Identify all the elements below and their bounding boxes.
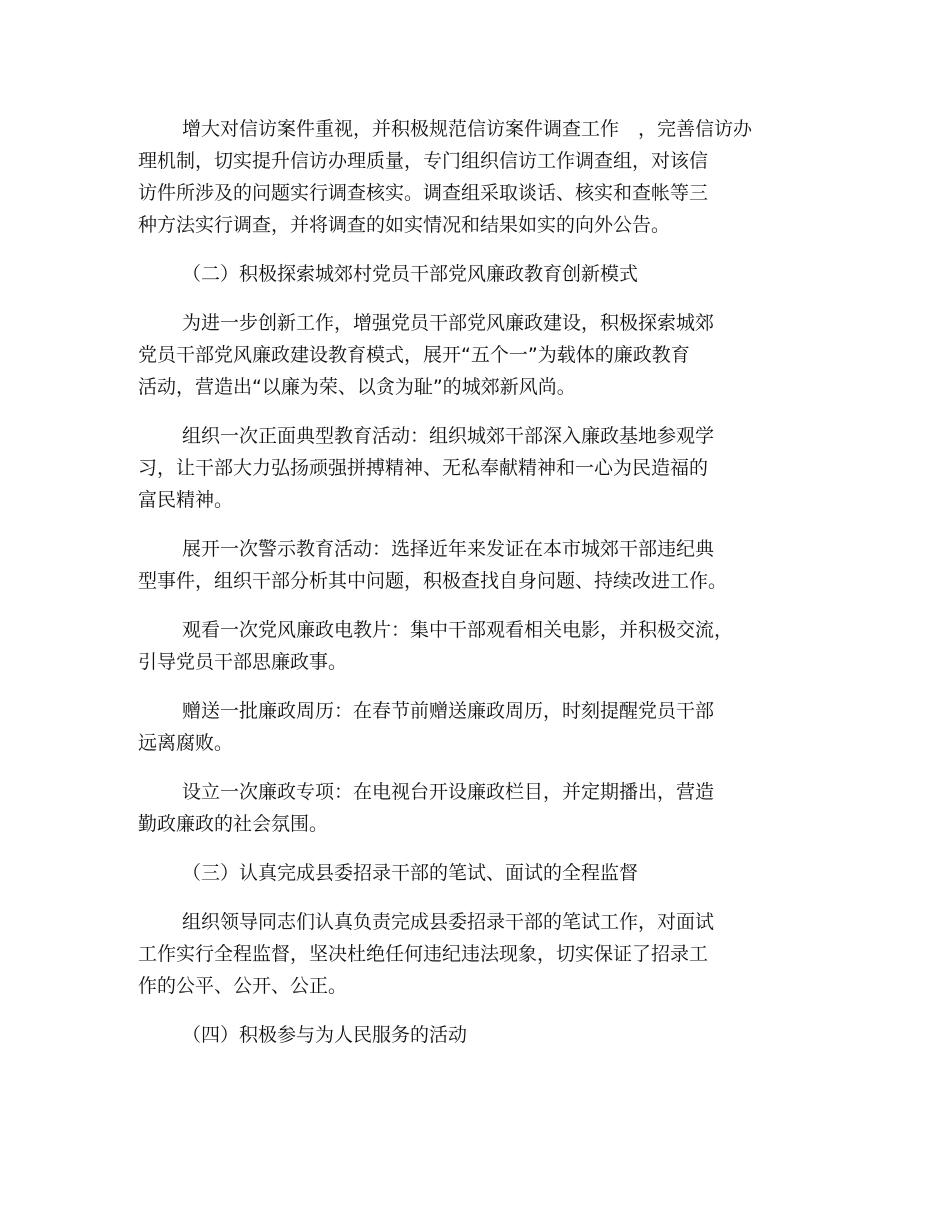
text-line: 设立一次廉政专项：在电视台开设廉政栏目，并定期播出，营造 (182, 781, 715, 803)
section-heading-four: （四）积极参与为人民服务的活动 (182, 1024, 468, 1046)
paragraph-tv-column (138, 776, 818, 840)
text-line: 党员干部党风廉政建设教育模式，展开“五个一”为载体的廉政教育 (138, 344, 690, 366)
text-line: 访件所涉及的问题实行调查核实。调查组采取谈话、核实和查帐等三 (138, 182, 709, 204)
text-line: 富民精神。 (138, 489, 234, 511)
text-line: 观看一次党风廉政电教片：集中干部观看相关电影，并积极交流， (182, 619, 734, 641)
text-line: 展开一次警示教育活动：选择近年来发证在本市城郊干部违纪典 (182, 538, 715, 560)
document-body (138, 113, 818, 1068)
text-line: 勤政廉政的社会氛围。 (138, 813, 329, 835)
text-line: 引导党员干部思廉政事。 (138, 651, 348, 673)
paragraph-education-film (138, 614, 818, 678)
paragraph-education-model (138, 307, 818, 403)
paragraph-exam-supervision (138, 906, 818, 1002)
paragraph-petition-handling (138, 113, 818, 241)
text-line: 活动，营造出“以廉为荣、以贪为耻”的城郊新风尚。 (138, 376, 576, 398)
text-line: 组织一次正面典型教育活动：组织城郊干部深入廉政基地参观学 (182, 425, 715, 447)
text-line: 种方法实行调查，并将调查的如实情况和结果如实的向外公告。 (138, 214, 671, 236)
text-line: 增大对信访案件重视，并积极规范信访案件调查工作 ，完善信访办 (182, 118, 753, 140)
paragraph-calendar-gift (138, 695, 818, 759)
text-line: 工作实行全程监督，坚决杜绝任何违纪违法现象，切实保证了招录工 (138, 943, 709, 965)
section-heading-two: （二）积极探索城郊村党员干部党风廉政教育创新模式 (182, 263, 639, 285)
text-line: 赠送一批廉政周历：在春节前赠送廉政周历，时刻提醒党员干部 (182, 700, 715, 722)
section-heading-three: （三）认真完成县委招录干部的笔试、面试的全程监督 (182, 862, 639, 884)
text-line: 习，让干部大力弘扬顽强拼搏精神、无私奉献精神和一心为民造福的 (138, 457, 709, 479)
text-line: 型事件，组织干部分析其中问题，积极查找自身问题、持续改进工作。 (138, 570, 728, 592)
text-line: 理机制，切实提升信访办理质量，专门组织信访工作调查组，对该信 (138, 150, 709, 172)
text-line: 作的公平、公开、公正。 (138, 975, 348, 997)
text-line: 远离腐败。 (138, 732, 234, 754)
paragraph-positive-example (138, 420, 818, 516)
text-line: 为进一步创新工作，增强党员干部党风廉政建设，积极探索城郊 (182, 312, 715, 334)
paragraph-warning-education (138, 533, 818, 597)
text-line: 组织领导同志们认真负责完成县委招录干部的笔试工作，对面试 (182, 911, 715, 933)
